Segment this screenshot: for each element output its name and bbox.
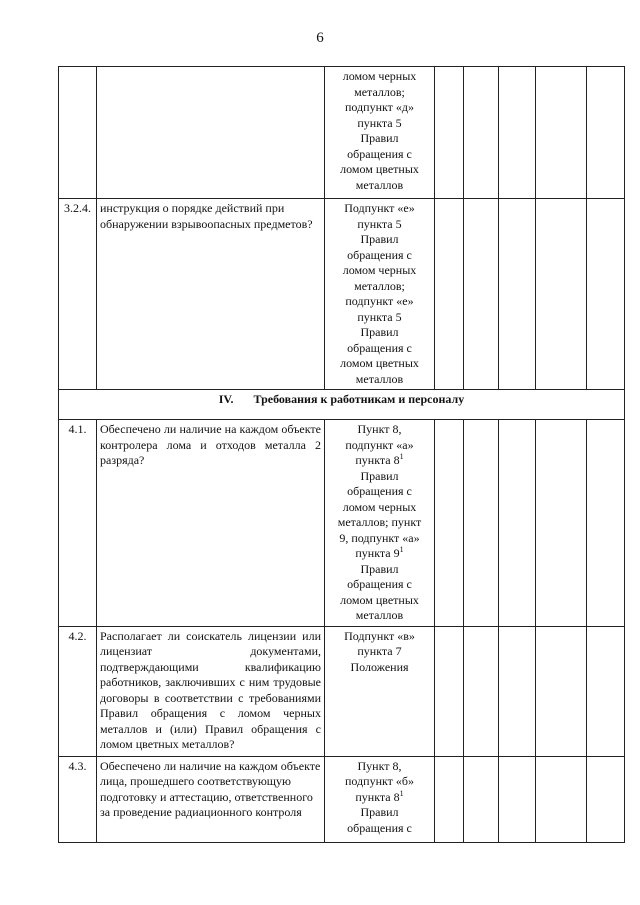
reference-line: Правил (360, 468, 399, 483)
superscript: 1 (399, 545, 404, 554)
answer-cell-yes (435, 756, 464, 842)
item-number-cell: 4.1. (59, 420, 97, 627)
reference-line: Правил (360, 325, 399, 339)
extra-cell (587, 626, 625, 756)
item-number-cell: 4.2. (59, 626, 97, 756)
section-title: Требования к работникам и персоналу (253, 392, 465, 406)
reference-line (328, 546, 431, 562)
section-header (59, 390, 625, 420)
question-cell: Располагает ли соискатель лицензии или лицензиат документами, подтверждающими квалификацию работников, заключивших с ним трудовые договоры в соответствии с требованиями Правил обращения с ломом черных металлов и (или) Правил обращения с ломом цветных металлов? (97, 626, 325, 756)
answer-cell-yes (435, 626, 464, 756)
reference-line: Пункт 8, (357, 422, 402, 436)
legal-reference-cell (325, 420, 435, 627)
section-number: IV. (218, 392, 234, 406)
legal-reference-cell (325, 199, 435, 390)
reference-line: металлов; (354, 84, 405, 99)
table-row (59, 756, 625, 842)
extra-cell (587, 67, 625, 199)
reference-line: Правил (360, 232, 399, 246)
answer-cell-no (464, 626, 499, 756)
reference-line: Правил (360, 805, 399, 819)
notes-cell (536, 199, 587, 390)
question-cell (97, 67, 325, 199)
reference-line: обращения с (347, 577, 412, 591)
question-cell: инструкция о порядке действий при обнаружении взрывоопасных предметов? (97, 199, 325, 390)
reference-line: пункта 7 (357, 644, 402, 658)
reference-line: ломом черных (342, 499, 417, 514)
item-number-cell (59, 67, 97, 199)
reference-line: Подпункт «е» (344, 201, 415, 215)
reference-line: подпункт «а» (345, 437, 414, 452)
answer-cell-no (464, 756, 499, 842)
answer-cell-na (499, 199, 536, 390)
reference-line: ломом цветных (340, 356, 419, 370)
reference-line: пункта 5 (357, 216, 402, 231)
answer-cell-no (464, 67, 499, 199)
reference-line: обращения с (347, 484, 412, 498)
reference-line: Подпункт «в» (344, 628, 415, 643)
legal-reference-cell (325, 67, 435, 199)
answer-cell-yes (435, 420, 464, 627)
extra-cell (587, 756, 625, 842)
reference-line: подпункт «е» (345, 294, 414, 308)
item-number-cell: 3.2.4. (59, 199, 97, 390)
reference-text: пункта 8 (355, 453, 400, 467)
reference-line: подпункт «д» (344, 100, 415, 114)
reference-line: ломом черных (342, 263, 417, 277)
reference-line: металлов (355, 371, 404, 386)
superscript: 1 (399, 788, 404, 798)
extra-cell (587, 199, 625, 390)
table-row (59, 420, 625, 627)
reference-line: обращения с (347, 820, 412, 835)
reference-line: подпункт «б» (344, 774, 415, 788)
reference-line: металлов (355, 608, 404, 622)
answer-cell-na (499, 420, 536, 627)
answer-cell-no (464, 420, 499, 627)
reference-line: Правил (360, 561, 399, 576)
answer-cell-na (499, 756, 536, 842)
superscript: 1 (399, 452, 404, 461)
reference-line (328, 453, 431, 469)
reference-line: Пункт 8, (357, 758, 402, 773)
reference-line: Правил (360, 131, 399, 145)
reference-line: пункта 5 (357, 309, 402, 324)
reference-text: пункта 9 (355, 546, 400, 560)
reference-line: ломом цветных (340, 162, 419, 176)
answer-cell-na (499, 67, 536, 199)
item-number-cell: 4.3. (59, 756, 97, 842)
checklist-table (58, 66, 625, 843)
page-number: 6 (316, 30, 324, 46)
reference-line: пункта 5 (357, 115, 402, 130)
reference-line: обращения с (347, 146, 412, 161)
reference-line: металлов; пункт (337, 515, 422, 529)
section-header-row (59, 390, 625, 420)
answer-cell-no (464, 199, 499, 390)
notes-cell (536, 67, 587, 199)
table-row (59, 199, 625, 390)
reference-text: пункта 8 (355, 789, 400, 804)
answer-cell-na (499, 626, 536, 756)
reference-line: металлов; (354, 278, 405, 293)
reference-line: обращения с (347, 340, 412, 355)
reference-line: металлов (355, 177, 404, 192)
reference-line: 9, подпункт «а» (339, 530, 420, 545)
reference-line: обращения с (347, 247, 412, 262)
question-cell: Обеспечено ли наличие на каждом объекте лица, прошедшего соответствующую подготовку и аттестацию, ответственного за проведение радиационного контроля (97, 756, 325, 842)
legal-reference-cell (325, 626, 435, 756)
notes-cell (536, 626, 587, 756)
answer-cell-yes (435, 199, 464, 390)
reference-line (328, 790, 431, 806)
table-row (59, 626, 625, 756)
notes-cell (536, 756, 587, 842)
notes-cell (536, 420, 587, 627)
reference-line: Положения (350, 659, 409, 674)
table-row (59, 67, 625, 199)
question-cell: Обеспечено ли наличие на каждом объекте контролера лома и отходов металла 2 разряда? (97, 420, 325, 627)
answer-cell-yes (435, 67, 464, 199)
legal-reference-cell (325, 756, 435, 842)
reference-line: ломом черных (342, 69, 417, 83)
reference-line: ломом цветных (340, 592, 419, 607)
extra-cell (587, 420, 625, 627)
